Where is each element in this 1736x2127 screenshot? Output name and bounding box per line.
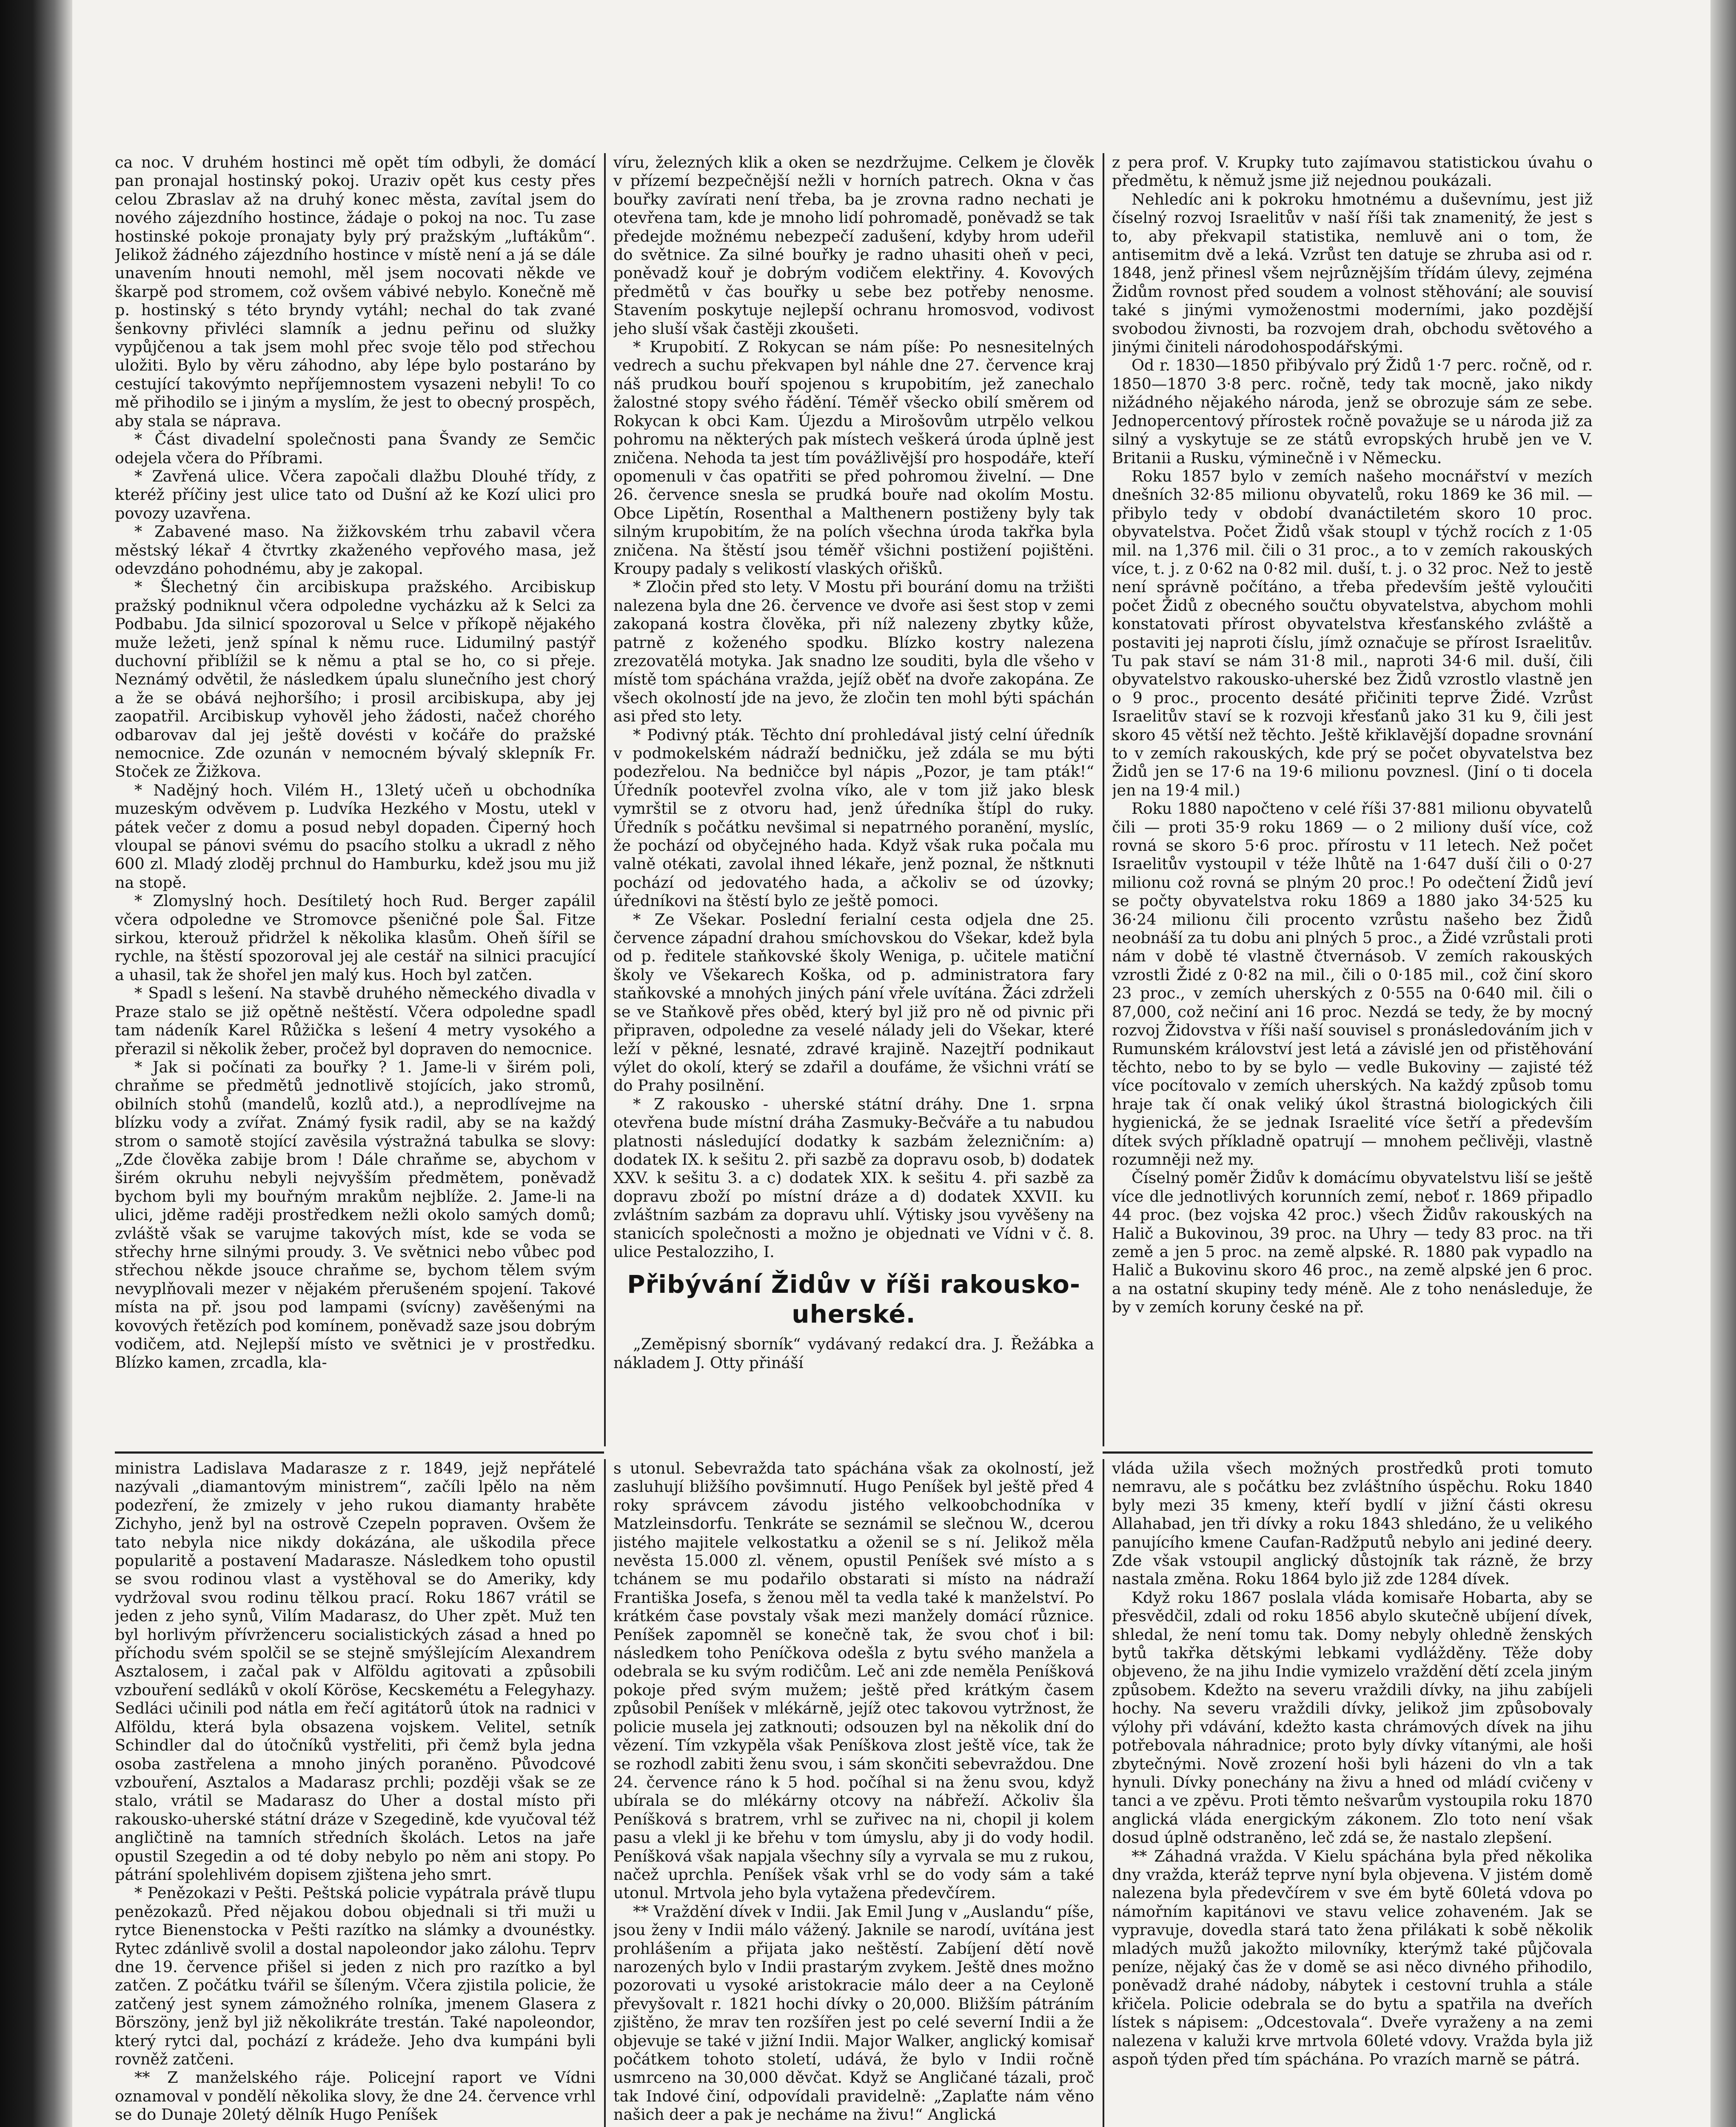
news-item-scaffold-fall: * Spadl s lešení. Na stavbě druhého německého divadla v Praze stalo se již opětně neštěstí. Včera odpoledne spadl tam nádeník Karel Růžička s lešení 4 metry vysokého a přerazil si několik žeber, pročež byl dopraven do nemocnice.: [115, 984, 596, 1058]
scan-shadow-right: [1710, 0, 1736, 2127]
column-3: [1112, 153, 1593, 1446]
news-item-strange-bird: * Podivný pták. Těchto dní prohledával jistý celní úředník v podmokelském nádraží bedničku, jež zdála se mu býti podezřelou. Na bedničce byl nápis „Pozor, je tam pták!“ Úředník pootevřel zvolna víko, ale v tom již jako blesk vymrštil se z otvoru had, jenž úředníka štípl do ruky. Úředník s počátku nevšimal si nepatrného poranění, myslíc, že pochází od obyčejného hada. Když však ruka počala mu valně otékati, zavolal ihned lékaře, jenž poznal, že nštknuti pochází od jedovatého hada, a ačkoliv se od úzovky; úředníkovi na štěstí bylo ze ještě pomoci.: [613, 725, 1094, 910]
news-item-malicious-boy: * Zlomyslný hoch. Desítiletý hoch Rud. Berger zapálil včera odpoledne ve Stromovce pšeničné pole Šal. Fitze sirkou, kterouž přidržel k několika klasům. Oheň šířil se rychle, na štěstí spozoroval jej ale cestář na silnici pracující a uhasil, tak že shořel jen malý kus. Hoch byl zatčen.: [115, 892, 596, 984]
news-item-hailstorm: * Krupobití. Z Rokycan se nám píše: Po nesnesitelných vedrech a suchu překvapen byl náhle dne 27. července kraj náš prudkou bouří spojenou s krupobitím, jež zanechalo žalostné stopy svého řádění. Téměř všecko obilí směrem od Rokycan k obci Kam. Újezdu a Mirošovům utrpělo velkou pohromu na některých pak místech veškerá úroda úplně jest zničena. Nehoda ta jest tím povážlivější pro hospodáře, kteří opomenuli v čas opatřiti se před pohromou živelní. — Dne 26. července snesla se prudká bouře nad okolím Mostu. Obce Lipětín, Rosenthal a Malthenern postiženy byly tak silným krupobitím, že na polích všechna úroda takřka byla zničena. Na štěstí jsou téměř všichni postižení pojištěni. Kroupy padaly s velikostí vlaských ořišků.: [613, 338, 1094, 578]
news-item-old-crime: * Zločin před sto lety. V Mostu při bourání domu na tržišti nalezena byla dne 26. července ve dvoře asi šest stop v zemi zakopaná kostra člověka, při níž nalezeny zbytky kůže, patrně z koženého spodku. Blízko kostry nalezena zrezovatělá motyka. Jak snadno lze souditi, byla dle všeho v místě tom spáchána vražda, jejíž oběť na dvoře zakopána. Ze všech okolností jde na jevo, že zločin ten mohl býti spáchán asi před sto lety.: [613, 578, 1094, 726]
news-item-vsekary: * Ze Všekar. Poslední ferialní cesta odjela dne 25. července západní drahou smíchovskou do Všekar, kdež byla od p. ředitele staňkovské školy Weniga, p. učitele matiční školy ve Všekarech Koška, od p. administratora fary staňkovské a mnohých jiných pání vřele uvítána. Žáci zdrželi se ve Staňkově přes oběd, který byl již pro ně od pivnic při připraven, odpoledne za veselé nálady jeli do Všekar, které leží v pěkné, lesnaté, zdravé krajině. Nazejtří podnikaut výlet do okolí, který se zdařil a doufáme, že všichni vrátí se do Prahy posilnění.: [613, 910, 1094, 1095]
news-item-hobart: Když roku 1867 poslala vláda komisaře Hobarta, aby se přesvědčil, zdali od roku 1856 abylo skutečně ubíjení dívek, shledal, že není tomu tak. Domy nebyly ohledně ženských bytů takřka dětskými lebkami vydlážděny. Těže doby objeveno, že na jihu Indie vymizelo vraždění dětí zcela jiným způsobem. Kdežto na severu vraždili dívky, na jihu zabíjeli hochy. Na severu vraždili dívky, jelikož jim způsobovaly výlohy při vdávání, kdežto kasta chrámových dívek na jihu potřebovala náhradnice; proto byly dívky vítanými, ale hoši zbytečnými. Nově zrození hoši byli házeni do vln a tak hynuli. Dívky ponechány na živu a hned od mládí cvičeny v tanci a ve zpěvu. Proti těmto nešvarům vystoupila roku 1870 anglická vláda energickým zákonem. Zlo toto není však dosud úplně odstraněno, leč zdá se, že nastalo zlepšení.: [1112, 1588, 1593, 1847]
article-lead: „Zeměpisný sborník“ vydávaný redakcí dra. J. Řežábka a nákladem J. Otty přináší: [613, 1335, 1094, 1372]
column-2-lower: [613, 1459, 1094, 2127]
news-item-marriage-cont: s utonul. Sebevražda tato spáchána však za okolností, jež zasluhují bližšího povšimnutí. Hugo Peníšek byl ještě před 4 roky správcem závodu jistého velkoobchodníka v Matzleinsdorfu. Tenkráte se seznámil se slečnou W., dcerou jistého majitele velkostatku a oženil se s ní. Jelikož měla nevěsta 15.000 zl. věnem, opustil Peníšek své místo a s tchánem se mu podařilo obstarati si místo na nádraží Františka Josefa, s ženou měl ta vedla také k manželství. Po krátkém čase povstaly však mezi manžely domácí různice. Peníšek zapomněl se konečně tak, že svou choť i bil: následkem toho Peníčkova odešla z bytu svého manžela a odebrala se ku svým rodičům. Leč ani zde neměla Peníšková pokoje před svým mužem; ještě před krátkým časem způsobil Peníšek v mlékárně, jejíž otec takovou vytržnost, že policie musela jej zatknouti; odsouzen byl na několik dní do vězení. Tím vzkypěla však Peníškova zlost ještě více, tak že se rozhodl zabiti ženu svou, i sám skončiti sebevraždou. Dne 24. července ráno k 5 hod. počíhal si na ženu svou, když ubírala se do mlékárny otcovy na nábřeží. Ačkoliv šla Peníšková s bratrem, vrhl se zuřivec na ni, chopil ji kolem pasu a vlekl ji ke břehu v tom úmyslu, aby ji do vody hodil. Peníšková však napjala všechny síly a vyrvala se mu z rukou, načež uprchla. Peníšek však vrhl se do vody sám a také utonul. Mrtvola jeho byla vytažena předevčírem.: [613, 1459, 1094, 1902]
news-item-archbishop: * Šlechetný čin arcibiskupa pražského. Arcibiskup pražský podniknul včera odpoledne vycházku až k Selci za Podbabu. Jda silnicí spozoroval u Selce v příkopě nějakého muže ležeti, jenž spínal k němu ruce. Lidumilný pastýř duchovní přiblížil se k němu a ptal se ho, co si přeje. Neznámý odvětil, že následkem úpalu slunečního jest chorý a že se obává nejhoršího; i prosil arcibiskupa, aby jej zaopatřil. Arcibiskup vyhověl jeho žádosti, načež chorého odbarovav dal jej ještě dovésti v kočáře do pražské nemocnice. Zde ozunán v nemocném bývalý sklepník Fr. Stoček ze Žižkova.: [115, 578, 596, 781]
news-item-kiel-murder: ** Záhadná vražda. V Kielu spáchána byla před několika dny vražda, kteráž teprve nyní byla objevena. V jistém domě nalezena byla předevčírem v sve ém bytě 60letá vdova po námořním kapitánovi ve stavu velice zohaveném. Jak se vypravuje, dovedla stará tato žena přilákati k sobě několik mladých mužů jakožto milovníky, kterýmž také půjčovala peníze, nějaký čas že v domě se asi něco divného přihodilo, poněvadž drahé nádoby, nábytek i cestovní truhla a stále křičela. Policie odebrala se do bytu a spatřila na dveřích lístek s nápisem: „Odcestovala“. Dveře vyraženy a na zemi nalezena v kaluži krve mrtvola 60leté vdovy. Vražda byla již aspoň týden před tím spáchána. Po vrazích marně se pátrá.: [1112, 1847, 1593, 2068]
news-item-closed-street: * Zavřená ulice. Včera započali dlažbu Dlouhé třídy, z kteréž příčiny jest ulice tato od Dušní až ke Kozí ulici pro povozy uzavřena.: [115, 467, 596, 522]
column-rule-4: [1103, 1459, 1104, 2127]
column-rule-3: [604, 1459, 606, 2127]
news-item-thunderstorm-cont: víru, železných klik a oken se nezdržujme. Celkem je člověk v přízemí bezpečnější nežli v horních patrech. Okna v čas bouřky zavírati není třeba, ba je zrovna radno nechati je otevřena tam, kde je mnoho lidí pohromadě, poněvadž se tak předejde možnému nebezpečí zadušení, kdyby hrom udeřil do světnice. Za silné bouřky je radno uhasiti oheň v peci, poněvadž kouř je dobrým vodičem elektřiny. 4. Kovových předmětů v čas bouřky u sebe bez potřeby nenosme. Stavením poskytuje nejlepší ochranu hromosvod, vodivost jeho sluší však častěji zkoušeti.: [613, 153, 1094, 338]
news-item-counterfeiters: * Penězokazi v Pešti. Peštská policie vypátrala právě tlupu penězokazů. Před nějakou dobou objednali si tři muži u rytce Bienenstocka v Pešti razítko na slámky a dvounéstky. Rytec zdánlivě svolil a dostal napoleondor jako zálohu. Teprv dne 19. července přišel si jeden z nich pro razítko a byl zatčen. Z počátku tvářil se šíleným. Včera zjistila policie, že zatčený jest synem zámožného rolníka, jmenem Glasera z Börszöny, jenž byl již několikráte trestán. Také napoleondor, který rytci dal, pochází z krádeže. Jeho dva kumpáni byli rovněž zatčeni.: [115, 1884, 596, 2068]
news-item-marriage: ** Z manželského ráje. Policejní raport ve Vídni oznamoval v pondělí několika slovy, že dne 24. července vrhl se do Dunaje 20letý dělník Hugo Peníšek: [115, 2068, 596, 2124]
column-rule-2: [1103, 153, 1104, 1446]
news-item-hopeful-boy: * Nadějný hoch. Vilém H., 13letý učeň u obchodníka muzeským odvěvem p. Ludvíka Hezkého v Mostu, utekl v pátek večer z domu a posud nebyl dopaden. Čiperný hoch vloupal se pánovi svému do psacího stolku a ukradl z něho 600 zl. Mladý zloděj prchnul do Hamburku, kdež jsou mu již na stopě.: [115, 781, 596, 892]
newspaper-page: [115, 153, 1697, 2127]
news-item-india: ** Vraždění dívek v Indii. Jak Emil Jung v „Auslandu“ píše, jsou ženy v Indii málo vážený. Jaknile se narodí, uvítána jest prohlášením a přijata jako neštěstí. Zabíjení dětí nově narozených bylo v Indii prastarým zvykem. Ještě dnes možno pozorovati u vysoké aristokracie málo deer a na Ceyloně převyšovalt r. 1821 hochi dívky o 20,000. Bližším pátráním zjištěno, že mrav ten rozšířen jest po celé severní Indii a že objevuje se také v jižní Indii. Major Walker, anglický komisař počátkem tohoto století, udává, že bylo v Indii ročně usmrceno na 30,000 děvčat. Když se Angličané tázali, proč tak Indové činí, odpovídali pravidelně: „Zaplaťte nám věno našich deer a pak je necháme na živu!“ Anglická: [613, 1902, 1094, 2124]
column-rule-1: [604, 153, 606, 1446]
article-headline: Přibývání Židův v říši rakousko-uherské.: [627, 1270, 1080, 1329]
article-jews-p5: Roku 1880 napočteno v celé říši 37·881 milionu obyvatelů čili — proti 35·9 roku 1869 — o 2 miliony duší více, což rovná se skoro 5·6 proc. přírostu v 11 letech. Než počet Israelitův vystoupil v téže lhůtě na 1·647 duší čili o 0·27 milionu což rovná se plným 20 proc.! Po odečtení Židů jeví se počty obyvatelstva roku 1869 a 1880 jako 34·525 ku 36·24 milionu čili procento vzrůstu našeho bez Židů neobnáší za tu dobu ani plných 5 proc., a Židé vzrůstali proti nám v době té vlastně čtvernásob. V zemích rakouských vzrostli Židé z 0·82 na mil., čili o 0·185 mil., což činí skoro 23 proc., v zemích uherských z 0·555 na 0·640 mil. čili o 87,000, což nečiní ani 16 proc. Nezdá se tedy, že by mocný rozvoj Židovstva v říši naší souvisel s pronásledováním jich v Rumunském království jest letá a závislé jen od přistěhování těchto, nebo to by se bylo — vedle Bukoviny — zajisté též více pocítovalo v zemích uherských. Na každý způsob tomu hraje tak čí onak veliký úkol štrastná biologických čili hygienická, že se jednak Israelité více šetří a především dítek svých příkladně opatrují — mnohem pečlivěji, vlastně rozumněji než my.: [1112, 799, 1593, 1169]
article-jews-p4: Roku 1857 bylo v zemích našeho mocnářství v mezích dnešních 32·85 milionu obyvatelů, roku 1869 ke 36 mil. — přibylo tedy v období dvanáctiletém skoro 10 proc. obyvatelstva. Počet Židů však stoupl v týchž rocích z 1·05 mil. na 1,376 mil. čili o 31 proc., a to v zemích rakouských více, t. j. z 0·62 na 0·82 mil. duší, t. j. o 32 proc. Než to jestě není správně počítáno, a třeba především ještě vyloučiti počet Židů z obecného součtu obyvatelstva, abychom mohli konstatovati přírost obyvatelstva křesťanského zvláště a postaviti jej naproti číslu, jímž označuje se přírost Israelitův. Tu pak staví se nám 31·8 mil., naproti 34·6 mil. duší, čili obyvatelstvo rakousko-uherské bez Židů vzrostlo vlastně jen o 9 proc., procento desáté přičiniti teprve Židé. Vzrůst Israelitův staví se k rozvoji křesťanů jako 31 ku 9, čili jest skoro 45 větší než těchto. Ještě křiklavější dopadne srovnání to v zemích rakouských, kde prý se počet obyvatelstva bez Židů jen se 17·6 na 19·6 milionu povznesl. (Jiní o ti docela jen na 19·4 mil.): [1112, 467, 1593, 799]
column-2: [613, 153, 1094, 1446]
article-jews-p2: Nehledíc ani k pokroku hmotnému a duševnímu, jest již číselný rozvoj Israelitův v naší říši tak znamenitý, že jest s to, aby překvapil statistika, nemluvě ani o tom, že antisemitm dvě a leká. Vzrůst ten datuje se zhruba asi od r. 1848, jenž přinesl všem nejrůznějším třídám úlevy, zejména Židům rovnost před soudem a volnost stěhování; ale souvisí také s jinými vymoženostmi moderními, jako pozdější svobodou živnosti, ba rozvojem drah, obchodu světového a jinými činiteli národohospodářskými.: [1112, 190, 1593, 356]
news-item-thunderstorm: * Jak si počínati za bouřky ? 1. Jame-li v širém poli, chraňme se předmětů jednotlivě stojících, jako stromů, obilních stohů (mandelů, kozlů atd.), a neprodlívejme na blízku vody a zvířat. Známý fysik radil, aby se na každý strom o samotě stojící zavěsila výstražná tabulka se slovy: „Zde člověka zabije brom ! Dále chraňme se, abychom v širém okruhu nebyli nejvyšším předmětem, poněvadž bychom byli my bouřným mrakům nejblíže. 2. Jame-li na ulici, jděme raději prostředkem nežli okolo samých domů; zvláště však se varujme takových míst, kde se voda se střechy hrne silnými proudy. 3. Ve světnici nebo vůbec pod střechou někde jsouce chraňme se, bychom tělem svým nevyplňovali mezer v nějakém přerušeném spojení. Takové místa na př. jsou pod lampami (svícny) zavěšenými na kovových řetězích pod komínem, poněvadž saze jsou dobrým vodičem, atd. Nejlepší místo ve světnici je v prostředku. Blízko kamen, zrcadla, kla-: [115, 1058, 596, 1372]
scan-shadow-left: [0, 0, 72, 2127]
article-jews-p6: Číselný poměr Židův k domácímu obyvatelstvu liší se ještě více dle jednotlivých korunních zemí, neboť r. 1869 připadlo 44 proc. (bez vojska 42 proc.) všech Židův rakouských na Halič a Bukovinou, 39 proc. na Uhry — tedy 83 proc. na tři země a jen 5 proc. na země alpské. R. 1880 pak vypadlo na Halič a Bukovinu skoro 46 proc., na země alpské jen 6 proc. a na ostatní skupiny tedy méně. Ale z toho nenásleduje, že by v zemích koruny české na př.: [1112, 1169, 1593, 1317]
column-3-lower: [1112, 1459, 1593, 2127]
article-jews-cont: z pera prof. V. Krupky tuto zajímavou statistickou úvahu o předmětu, k němuž jsme již nejednou poukázali.: [1112, 153, 1593, 190]
news-item-seized-meat: * Zabavené maso. Na žižkovském trhu zabavil včera městský lékař 4 čtvrtky zkaženého vepřového masa, jež odevzdáno pohodnému, aby je zakopal.: [115, 522, 596, 578]
column-1-lower: [115, 1459, 596, 2127]
section-rule-left: [115, 1451, 604, 1454]
news-item-india-cont: vláda užila všech možných prostředků proti tomuto nemravu, ale s počátku bez zvláštního úspěchu. Roku 1840 byly mezi 35 kmeny, kteří bydlí v jižní části okresu Allahabad, jen tři dívky a roku 1843 shledáno, že u velikého panujícího kmene Caufan-Radžputů nebylo ani jediné deery. Zde však vstoupil anglický důstojník tak rázně, že brzy nastala změna. Roku 1864 bylo již zde 1284 dívek.: [1112, 1459, 1593, 1588]
column-1: [115, 153, 596, 1446]
news-item-railway: * Z rakousko - uherské státní dráhy. Dne 1. srpna otevřena bude místní dráha Zasmuky-Bečváře a tu nabudou platnosti následující dodatky k sazbám železničním: a) dodatek IX. k sešitu 2. při sazbě za dopravu osob, b) dodatek XXV. k sešitu 3. a c) dodatek XIX. k sešitu 4. při sazbě za dopravu zboží po místní dráze a d) dodatek XXVII. ku zvláštním sazbám za dopravu uhlí. Výtisky jsou vyvěšeny na stanicích společnosti a možno je objednati ve Vídni v č. 8. ulice Pestalozziho, I.: [613, 1095, 1094, 1261]
news-item-madarasz: ministra Ladislava Madarasze z r. 1849, jejž nepřátelé nazývali „diamantovým ministrem“, začíli lpělo na něm podezření, že zmizely v jeho rukou diamanty hraběte Zichyho, jenž byl na ostrově Czepeln popraven. Ovšem že tato nebyla nice nikdy dokázána, ale uškodila přece popularitě a postavení Madarasze. Následkem toho opustil se svou rodinou vlast a vystěhoval se do Ameriky, kdy vydržoval svou rodinu tělkou prací. Roku 1867 vrátil se jeden z jeho synů, Vilím Madarasz, do Uher zpět. Muž ten byl horlivým přívrženceru socialistických zásad a hned po příchodu svém spolčil se se stejně smýšlejícím Alexandrem Asztalosem, i začal pak v Alföldu agitovati a způsobili vzbouření sedláků v okolí Köröse, Kecskemétu a Felegyhazy. Sedláci učinili pod nátla em řečí agitátorů útok na radnici v Alföldu, která byla obsazena vojskem. Velitel, setník Schindler dal do útočníků vystřeliti, při čemž byla jedna osoba zastřelena a mnoho jiných poraněno. Původcové vzbouření, Asztalos a Madarasz prchli; později však se ze stalo, vrátil se Madarasz do Uher a dostal místo při rakousko-uherské státní dráze v Szegedině, kde vyučoval též angličtině na tamních středních školách. Letos na jaře opustil Szegedin a od té doby nebylo po něm ani stopy. Po pátrání spolehlivém dopisem zjištena jeho smrt.: [115, 1459, 596, 1884]
news-item-theatre: * Část divadelní společnosti pana Švandy ze Semčic odejela včera do Příbrami.: [115, 430, 596, 467]
article-travel-letter: ca noc. V druhém hostinci mě opět tím odbyli, že domácí pan pronajal hostinský pokoj. Uraziv opět kus cesty přes celou Zbraslav až na druhý konec města, zavítal jsem do nového zájezdního hostince, žádaje o pokoj na noc. Tu zase hostinské pokoje pronajaty byly prý pražským „luftákům“. Jelikož žádného zájezdního hostince v místě není a já se dále unavením hnouti nemohl, měl jsem nocovati někde ve škarpě pod stromem, což ovšem vábivé nebylo. Konečně mě p. hostinský s této bryndy vytáhl; nechal do tak zvané šenkovny přivléci slamník a jednu peřinu od služky vypůjčenou a tak jsem mohl přec svoje tělo pod střechou uložiti. Bylo by věru záhodno, aby lépe bylo postaráno by cestující takovýmto nepříjemnostem vysazeni nebyli! To co mě přihodilo se i jiným a myslím, že jest to obecný prospěch, aby stala se náprava.: [115, 153, 596, 430]
article-jews-p3: Od r. 1830—1850 přibývalo prý Židů 1·7 perc. ročně, od r. 1850—1870 3·8 perc. ročně, tedy tak mocně, jako nikdy nižádného nějakého národa, jenž se obrozuje sám ze sebe. Jednopercentový přírostek ročně považuje se u národa již za silný a vyskytuje se ze států evropských hrubě jen ve V. Britanii a Rusku, výminečně i v Německu.: [1112, 356, 1593, 467]
section-rule-right: [1103, 1451, 1593, 1454]
